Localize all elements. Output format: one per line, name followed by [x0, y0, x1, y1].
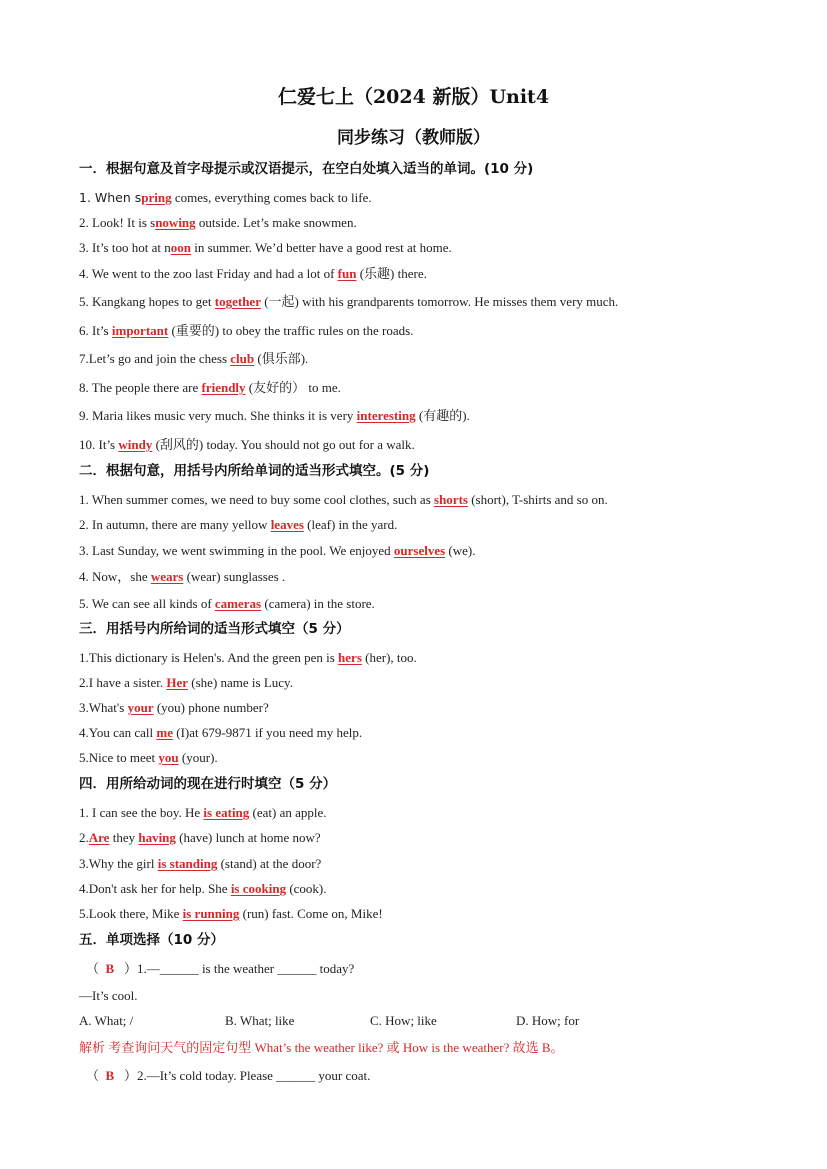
page-title: 仁爱七上（2024 新版）Unit4	[277, 86, 550, 108]
exercise-line: 4.You can call me (I)at 679-9871 if you need my help.	[79, 725, 363, 740]
answer: ourselves	[393, 543, 446, 558]
answer: interesting	[356, 408, 416, 423]
exercise-line: 4. Now，she wears (wear) sunglasses .	[79, 569, 286, 584]
answer: shorts	[434, 492, 468, 507]
answer: together	[214, 294, 261, 309]
exercise-line: 6. It’s important (重要的) to obey the traffic rules on the roads.	[79, 323, 414, 338]
answer: is standing	[157, 856, 218, 871]
option-a: A. What; /	[79, 1013, 134, 1028]
exercise-line: 2.Are they having (have) lunch at home now?	[79, 830, 321, 845]
question-2: （ B ）2.—It’s cold today. Please ______ your coat.	[86, 1068, 371, 1083]
answer: fun	[337, 266, 357, 281]
exercise-line: 1. When summer comes, we need to buy some cool clothes, such as shorts (short), T-shirts and so on.	[79, 492, 608, 507]
exercise-line: 1.This dictionary is Helen's. And the green pen is hers (her), too.	[79, 650, 417, 665]
exercise-line: 5.Nice to meet you (your).	[79, 750, 218, 765]
answer: your	[127, 700, 154, 715]
exercise-line: 3. It’s too hot at noon in summer. We’d better have a good rest at home.	[79, 240, 452, 255]
answer: friendly	[201, 380, 246, 395]
section-heading-4: 四．用所给动词的现在进行时填空（5 分）	[79, 776, 337, 792]
answer: hers	[338, 650, 362, 665]
question-2-answer: B	[105, 1068, 115, 1083]
option-b: B. What; like	[225, 1013, 295, 1028]
answer: oon	[170, 240, 191, 255]
answer: having	[138, 830, 176, 845]
exercise-line: 3. Last Sunday, we went swimming in the pool. We enjoyed ourselves (we).	[79, 543, 476, 558]
answer: me	[156, 725, 173, 740]
answer: you	[158, 750, 179, 765]
option-c: C. How; like	[370, 1013, 437, 1028]
section-heading-2: 二．根据句意，用括号内所给单词的适当形式填空。(5 分)	[79, 463, 430, 479]
exercise-line: 9. Maria likes music very much. She thinks it is very interesting (有趣的).	[79, 408, 470, 423]
answer: Her	[166, 675, 189, 690]
answer: wears	[150, 569, 184, 584]
exercise-line: 5. Kangkang hopes to get together (一起) with his grandparents tomorrow. He misses them very much.	[79, 294, 619, 309]
exercise-line: 5. We can see all kinds of cameras (camera) in the store.	[79, 596, 375, 611]
question-1: （ B ）1.—______ is the weather ______ today?	[86, 961, 355, 976]
page-subtitle: 同步练习（教师版）	[337, 128, 490, 148]
answer: is eating	[203, 805, 250, 820]
answer: Are	[88, 830, 110, 845]
exercise-line: 2. Look! It is snowing outside. Let’s make snowmen.	[79, 215, 357, 230]
exercise-line: 2. In autumn, there are many yellow leaves (leaf) in the yard.	[79, 517, 398, 532]
answer: leaves	[270, 517, 304, 532]
section-heading-5: 五．单项选择（10 分）	[79, 932, 224, 948]
answer: windy	[118, 437, 153, 452]
question-1-answer: B	[105, 961, 115, 976]
answer: nowing	[155, 215, 196, 230]
answer: important	[111, 323, 169, 338]
answer: pring	[141, 190, 172, 205]
exercise-line: 1. When spring comes, everything comes back to life.	[79, 190, 372, 205]
question-1-reply: —It’s cool.	[79, 988, 138, 1003]
answer: is cooking	[230, 881, 287, 896]
exercise-line: 1. I can see the boy. He is eating (eat) an apple.	[79, 805, 327, 820]
answer: is running	[182, 906, 240, 921]
exercise-line: 5.Look there, Mike is running (run) fast. Come on, Mike!	[79, 906, 383, 921]
exercise-line: 7.Let’s go and join the chess club (俱乐部).	[79, 351, 309, 366]
section-heading-3: 三．用括号内所给词的适当形式填空（5 分）	[79, 621, 350, 637]
option-d: D. How; for	[516, 1013, 580, 1028]
exercise-line: 3.What's your (you) phone number?	[79, 700, 269, 715]
answer: club	[230, 351, 255, 366]
section-heading-1: 一．根据句意及首字母提示或汉语提示，在空白处填入适当的单词。(10 分)	[79, 161, 534, 177]
question-1-analysis: 解析 考查询问天气的固定句型 What’s the weather like? 或 How is the weather? 故选 B。	[79, 1040, 564, 1055]
exercise-line: 4. We went to the zoo last Friday and had a lot of fun (乐趣) there.	[79, 266, 427, 281]
exercise-line: 8. The people there are friendly (友好的） to me.	[79, 380, 341, 395]
exercise-line: 3.Why the girl is standing (stand) at the door?	[79, 856, 322, 871]
exercise-line: 10. It’s windy (刮风的) today. You should not go out for a walk.	[79, 437, 415, 452]
answer: cameras	[214, 596, 262, 611]
exercise-line: 2.I have a sister. Her (she) name is Lucy.	[79, 675, 293, 690]
exercise-line: 4.Don't ask her for help. She is cooking (cook).	[79, 881, 327, 896]
